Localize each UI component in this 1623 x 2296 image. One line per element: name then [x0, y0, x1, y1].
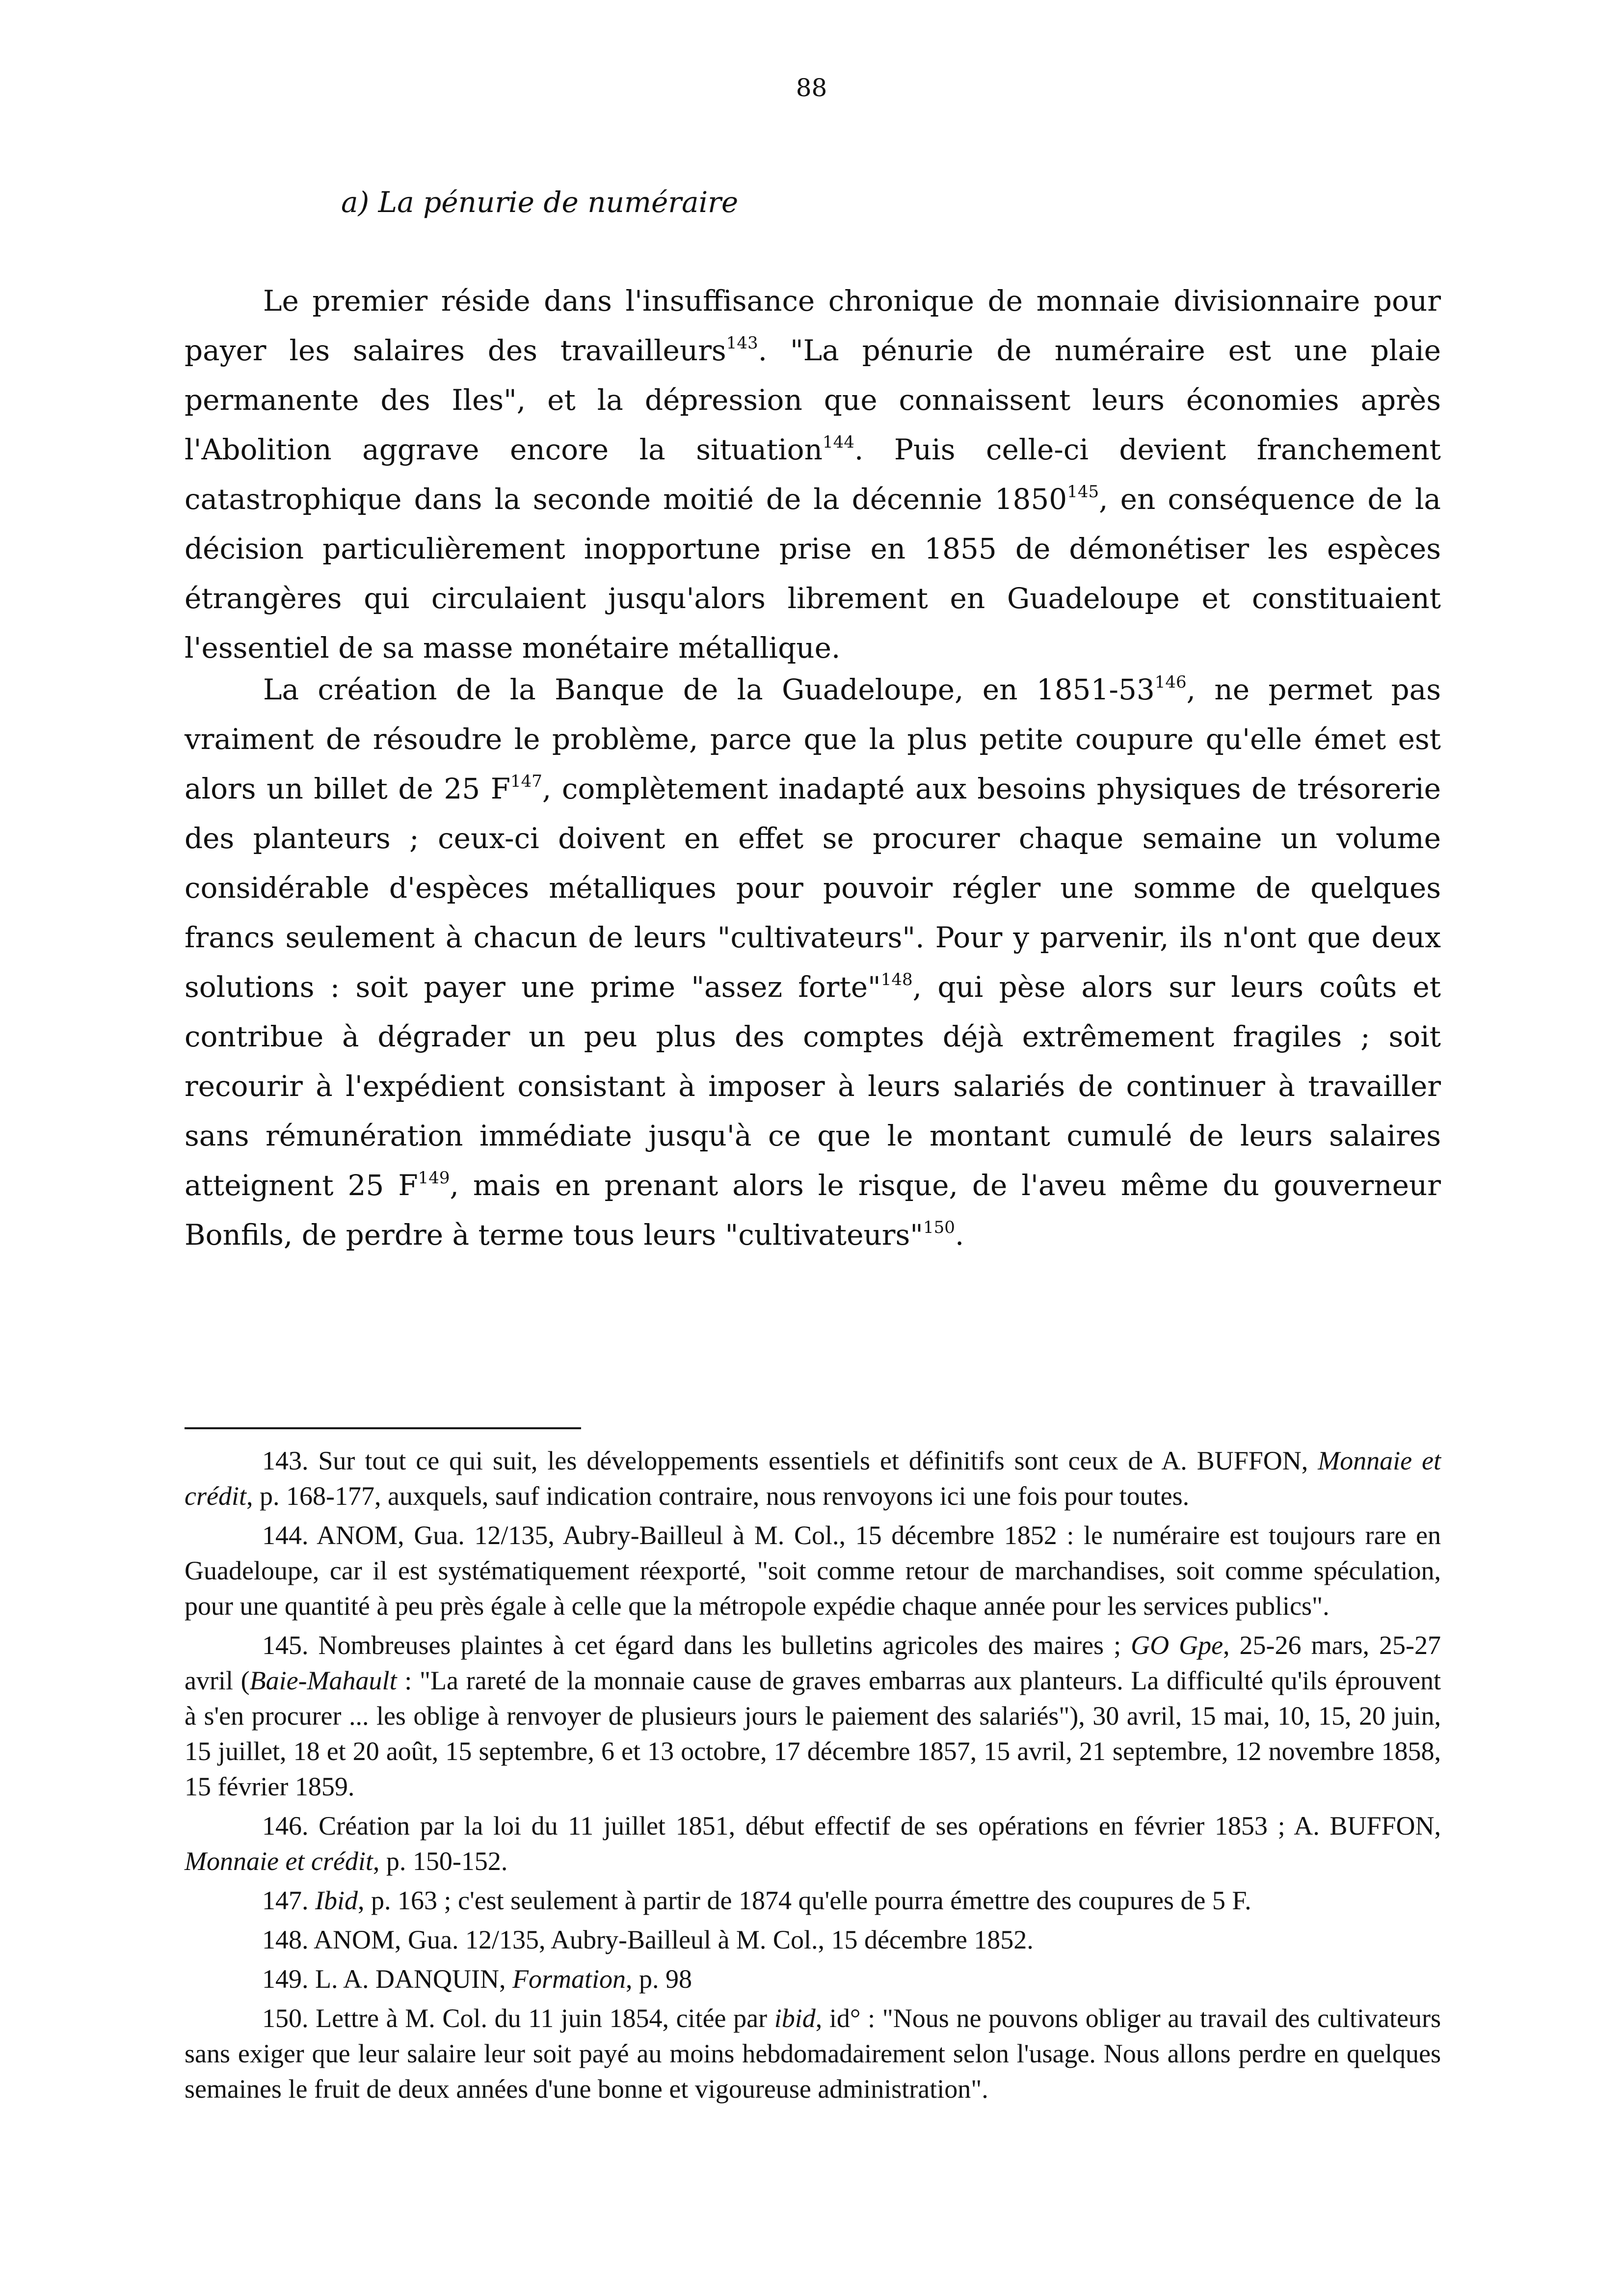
text-run: 145. Nombreuses plaintes à cet égard dans les bulletins agricoles des maires ; [262, 1630, 1131, 1660]
italic-title: Ibid [315, 1886, 358, 1915]
text-run: , en conséquence de la décision particulièrement inopportune prise en 1855 de démonétiser les espèces étrangères qui circulaient jusqu'alors librement en Guadeloupe et constituaient l'essentiel de sa masse monétaire métallique. [185, 482, 1441, 665]
text-run: 147. [262, 1886, 315, 1915]
footnote-ref: 148 [880, 970, 913, 989]
text-run: , p. 163 ; c'est seulement à partir de 1874 qu'elle pourra émettre des coupures de 5 F. [358, 1886, 1251, 1915]
text-run: , qui pèse alors sur leurs coûts et contribue à dégrader un peu plus des comptes déjà extrêmement fragiles ; soit recourir à l'expédient consistant à imposer à leurs salariés de continuer à travailler sans rémunération immédiate jusqu'à ce que le montant cumulé de leurs salaires atteignent 25 F [185, 970, 1441, 1202]
paragraph-text [185, 276, 1441, 673]
text-run: 148. ANOM, Gua. 12/135, Aubry-Bailleul à M. Col., 15 décembre 1852. [262, 1925, 1034, 1954]
text-run: , p. 168-177, auxquels, sauf indication contraire, nous renvoyons ici une fois pour toutes. [246, 1481, 1190, 1511]
page-number: 88 [796, 74, 827, 102]
text-run: , mais en prenant alors le risque, de l'aveu même du gouverneur Bonfils, de perdre à terme tous leurs "cultivateurs" [185, 1169, 1441, 1252]
footnote-ref: 143 [726, 333, 758, 353]
italic-title: Baie-Mahault [249, 1666, 397, 1695]
footnotes-section [185, 1443, 1441, 2110]
text-run: , ne permet pas vraiment de résoudre le problème, parce que la plus petite coupure qu'elle émet est alors un billet de 25 F [185, 673, 1441, 805]
text-run: 150. Lettre à M. Col. du 11 juin 1854, citée par [262, 2003, 774, 2033]
footnote-145 [185, 1628, 1441, 1804]
italic-title: Monnaie et crédit [185, 1846, 373, 1876]
text-run: , id° : "Nous ne pouvons obliger au travail des cultivateurs sans exiger que leur salaire leur soit payé au moins hebdomadairement selon l'usage. Nous allons perdre en quelques semaines le fruit de deux années d'une bonne et vigoureuse administration". [185, 2003, 1441, 2104]
text-run: Le premier réside dans l'insuffisance chronique de monnaie divisionnaire pour payer les salaires des travailleurs [185, 284, 1441, 367]
body-paragraph-1 [185, 276, 1441, 673]
footnote-144 [185, 1518, 1441, 1624]
text-run: , p. 150-152. [372, 1846, 508, 1876]
footnote-147 [185, 1883, 1441, 1918]
footnote-146 [185, 1808, 1441, 1879]
footnote-149 [185, 1961, 1441, 1997]
footnote-ref: 150 [923, 1218, 955, 1237]
text-run: . "La pénurie de numéraire est une plaie permanente des Iles", et la dépression que connaissent leurs économies après l'Abolition aggrave encore la situation [185, 334, 1441, 466]
text-run: La création de la Banque de la Guadeloupe, en 1851-53 [263, 673, 1155, 706]
text-run: , 25-26 mars, 25-27 avril ( [185, 1630, 1441, 1695]
paragraph-text [185, 665, 1441, 1260]
footnote-148 [185, 1922, 1441, 1957]
footnote-ref: 147 [510, 772, 542, 791]
text-run: . Puis celle-ci devient franchement catastrophique dans la seconde moitié de la décennie 1850 [185, 433, 1441, 516]
footnote-ref: 149 [418, 1168, 450, 1188]
text-run: . [955, 1218, 964, 1252]
footnote-ref: 146 [1154, 672, 1187, 692]
footnote-143 [185, 1443, 1441, 1514]
text-run: 146. Création par la loi du 11 juillet 1851, début effectif de ses opérations en février 1853 ; A. BUFFON, [262, 1811, 1441, 1841]
text-run: 144. ANOM, Gua. 12/135, Aubry-Bailleul à M. Col., 15 décembre 1852 : le numéraire est toujours rare en Guadeloupe, car il est systématiquement réexporté, "soit comme retour de marchandises, soit comme spéculation, pour une quantité à peu près égale à celle que la métropole expédie chaque année pour les services publics". [185, 1521, 1441, 1621]
body-paragraph-2 [185, 665, 1441, 1260]
footnote-separator [185, 1427, 581, 1429]
section-heading: a) La pénurie de numéraire [341, 186, 739, 219]
text-run: 149. L. A. DANQUIN, [262, 1964, 512, 1994]
text-run: , p. 98 [625, 1964, 692, 1994]
footnote-ref: 145 [1067, 482, 1099, 502]
italic-title: Formation [512, 1964, 626, 1994]
italic-title: Monnaie et crédit [185, 1446, 1441, 1511]
text-run: 143. Sur tout ce qui suit, les développements essentiels et définitifs sont ceux de A. BUFFON, [262, 1446, 1318, 1475]
footnote-ref: 144 [822, 432, 854, 452]
italic-title: ibid [774, 2003, 816, 2033]
footnote-150 [185, 2001, 1441, 2107]
text-run: : "La rareté de la monnaie cause de graves embarras aux planteurs. La difficulté qu'ils éprouvent à s'en procurer ... les oblige à renvoyer de plusieurs jours le paiement des salariés"), 30 avril, 15 mai, 10, 15, 20 juin, 15 juillet, 18 et 20 août, 15 septembre, 6 et 13 octobre, 17 décembre 1857, 15 avril, 21 septembre, 12 novembre 1858, 15 février 1859. [185, 1666, 1441, 1801]
italic-title: GO Gpe [1131, 1630, 1224, 1660]
text-run: , complètement inadapté aux besoins physiques de trésorerie des planteurs ; ceux-ci doivent en effet se procurer chaque semaine un volume considérable d'espèces métalliques pour pouvoir régler une somme de quelques francs seulement à chacun de leurs "cultivateurs". Pour y parvenir, ils n'ont que deux solutions : soit payer une prime "assez forte" [185, 772, 1441, 1004]
